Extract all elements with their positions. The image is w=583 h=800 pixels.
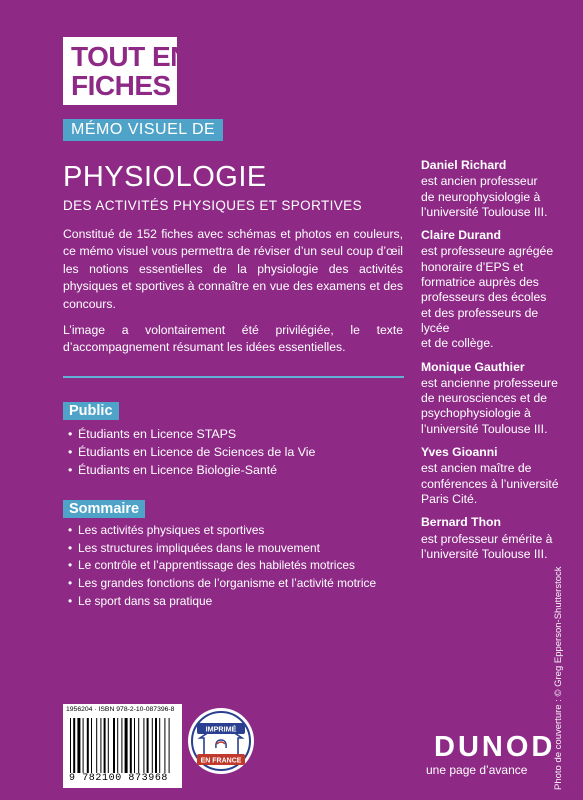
author-bio-line: de neurosciences et de [421, 391, 548, 406]
list-item: • Étudiants en Licence de Sciences de la Vie [68, 443, 315, 461]
list-item: • Les activités physiques et sportives [68, 522, 376, 540]
public-heading: Public [63, 402, 119, 420]
author-bio-line: et de collège. [421, 336, 494, 351]
sommaire-list [68, 522, 376, 611]
author-bio-line: professeurs des écoles [421, 290, 547, 305]
list-item: • Étudiants en Licence Biologie-Santé [68, 461, 315, 479]
author-block [421, 228, 561, 351]
author-name: Monique Gauthier [421, 359, 525, 374]
author-bio-line: et des professeurs de lycée [421, 305, 539, 335]
book-title: PHYSIOLOGIE [63, 161, 267, 193]
authors-column [421, 158, 561, 570]
author-name: Bernard Thon [421, 515, 501, 530]
seal-bottom-text: EN FRANCE [200, 757, 242, 765]
author-bio-line: est ancien professeur [421, 174, 538, 189]
author-block [421, 515, 561, 562]
author-bio-line: conférences à l’université [421, 476, 559, 491]
series-logo-line2: FICHES [71, 70, 171, 101]
isbn-text: 1956204 · ISBN 978-2-10-087396-8 [66, 706, 175, 713]
intro-paragraph-2: L’image a volontairement été privilégiée, le texte d’accompagnement résumant les idées essentielles. [63, 323, 403, 355]
author-block [421, 158, 561, 220]
book-subtitle: DES ACTIVITÉS PHYSIQUES ET SPORTIVES [63, 198, 362, 213]
seal-icon [188, 708, 254, 774]
sommaire-heading: Sommaire [63, 500, 145, 518]
author-bio-line: est professeur émérite à [421, 531, 553, 546]
seal-top-text: IMPRIMÉ [205, 724, 237, 734]
series-logo [63, 37, 190, 105]
barcode-block [63, 704, 182, 788]
photo-credit: Photo de couverture : © Greg Epperson-Shutterstock [553, 566, 564, 790]
author-bio-line: formatrice auprès des [421, 275, 539, 290]
publisher-tagline: une page d’avance [426, 763, 528, 777]
author-block [421, 360, 561, 437]
public-list [68, 425, 315, 479]
author-bio-line: l’université Toulouse III. [421, 204, 548, 219]
author-bio-line: Paris Cité. [421, 491, 478, 506]
list-item: • Le sport dans sa pratique [68, 593, 376, 611]
list-item: • Les structures impliquées dans le mouvement [68, 540, 376, 558]
publisher-logo: DUNOD [434, 731, 556, 763]
list-item: • Étudiants en Licence STAPS [68, 425, 315, 443]
author-bio-line: est ancienne professeure [421, 375, 558, 390]
divider [63, 376, 404, 378]
author-name: Yves Gioanni [421, 445, 498, 460]
imprime-en-france-seal [188, 708, 254, 774]
author-bio-line: l’université Toulouse III. [421, 421, 548, 436]
series-label: MÉMO VISUEL DE [63, 119, 223, 141]
author-bio-line: l’université Toulouse III. [421, 546, 548, 561]
author-bio-line: est professeure agrégée [421, 244, 554, 259]
intro-text [63, 226, 403, 366]
list-item: • Les grandes fonctions de l’organisme et l’activité motrice [68, 575, 376, 593]
intro-paragraph-1: Constitué de 152 fiches avec schémas et photos en couleurs, ce mémo visuel vous permettra de réviser d’un seul coup d’œil les notions essentielles de la physiologie des activités physiques et sportives à connaître en vue des examens et des concours. [63, 227, 403, 311]
author-name: Daniel Richard [421, 158, 507, 172]
author-bio-line: est ancien maître de [421, 461, 532, 476]
series-logo-line1: TOUT EN [71, 41, 190, 72]
author-block [421, 445, 561, 507]
author-bio-line: de neurophysiologie à [421, 189, 541, 204]
list-item: • Le contrôle et l’apprentissage des habiletés motrices [68, 557, 376, 575]
author-bio-line: honoraire d’EPS et [421, 259, 524, 274]
author-bio-line: psychophysiologie à [421, 406, 531, 421]
barcode-number: 9 782100 873968 [69, 773, 169, 784]
barcode-icon [69, 718, 177, 773]
author-name: Claire Durand [421, 228, 501, 243]
